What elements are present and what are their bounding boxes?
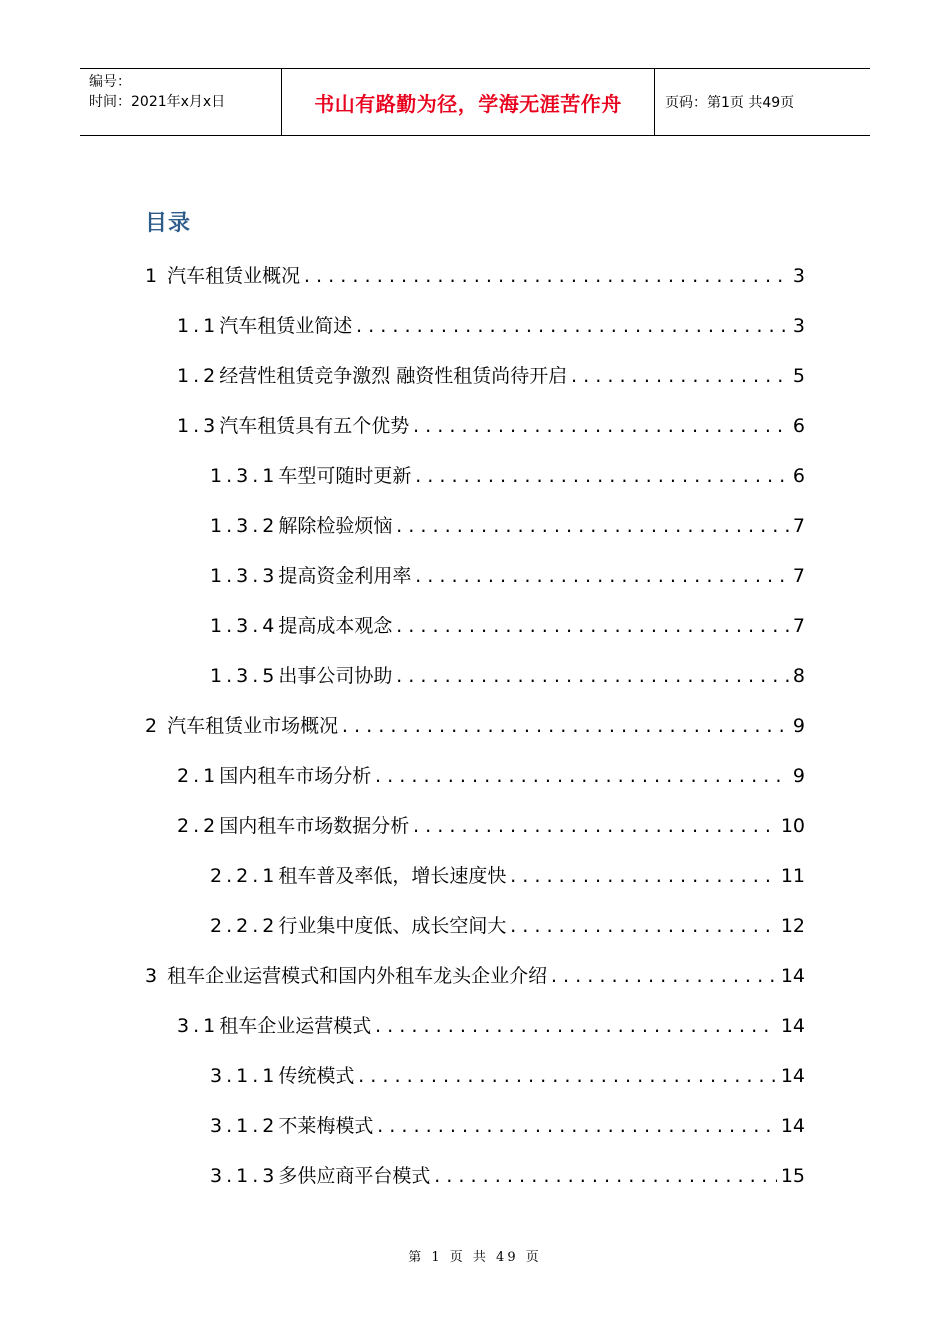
toc-entry[interactable] (177, 310, 805, 338)
toc-entry-text: 汽车租赁具有五个优势 (219, 415, 410, 437)
toc-entry-text: 经营性租赁竞争激烈 融资性租赁尚待开启 (219, 365, 568, 387)
toc-entry[interactable] (177, 760, 805, 788)
toc-entry-number: 1 (145, 265, 162, 287)
toc-entry-label (210, 564, 411, 588)
toc-entry-text: 多供应商平台模式 (278, 1165, 431, 1187)
toc-entry-text: 行业集中度低、成长空间大 (278, 915, 507, 937)
toc-entry-number: 2.2.2 (210, 915, 279, 937)
toc-entry-page: 11 (780, 865, 805, 887)
toc-entry[interactable] (145, 710, 805, 738)
toc-title: 目录 (145, 211, 192, 236)
toc-entry[interactable] (210, 610, 805, 638)
toc-entry[interactable] (177, 1010, 805, 1038)
toc-entry-page: 14 (780, 1015, 805, 1037)
toc-entry-page: 7 (792, 615, 805, 637)
toc-entry-page: 12 (780, 915, 805, 937)
toc-leader-dots (508, 916, 776, 938)
toc-entry-number: 2.2.1 (210, 865, 279, 887)
toc-entry-label (210, 664, 392, 688)
toc-leader-dots (413, 566, 789, 588)
toc-entry-page: 9 (792, 715, 805, 737)
toc-entry-text: 汽车租赁业市场概况 (161, 715, 339, 737)
toc-leader-dots (411, 416, 789, 438)
header-page-cell (655, 69, 870, 135)
toc-entry-number: 2.2 (177, 815, 220, 837)
page-info: 页码：第1页 共49页 (665, 95, 795, 111)
toc-leader-dots (432, 1166, 776, 1188)
toc-entry-text: 传统模式 (278, 1065, 355, 1087)
toc-entry[interactable] (210, 560, 805, 588)
toc-entry-label (210, 1164, 430, 1188)
toc-entry-label (210, 464, 411, 488)
toc-leader-dots (569, 366, 789, 388)
toc-entry[interactable] (210, 460, 805, 488)
toc-entry-label (210, 614, 392, 638)
toc-leader-dots (394, 516, 789, 538)
toc-entry-page: 15 (780, 1165, 805, 1187)
toc-entry-number: 1.3.3 (210, 565, 279, 587)
toc-entry-label (210, 914, 506, 938)
header-motto-cell (282, 69, 655, 135)
toc-entry-label (177, 814, 409, 838)
toc-entry-number: 3.1.3 (210, 1165, 279, 1187)
page-footer: 第 1 页 共 49 页 (408, 1250, 542, 1265)
toc-entry-text: 租车企业运营模式 (219, 1015, 372, 1037)
toc-entry-label (177, 364, 567, 388)
toc-entry-page: 3 (792, 265, 805, 287)
number-label: 编号： (89, 74, 131, 90)
toc-leader-dots (356, 1066, 776, 1088)
toc-entry-page: 6 (792, 465, 805, 487)
toc-entry-number: 1.1 (177, 315, 220, 337)
toc-entry-number: 2.1 (177, 765, 220, 787)
toc-entry-page: 8 (792, 665, 805, 687)
toc-entry-label (177, 314, 352, 338)
toc-leader-dots (354, 316, 789, 338)
toc-entry-page: 7 (792, 565, 805, 587)
header-meta-cell (80, 69, 282, 135)
toc-leader-dots (302, 266, 789, 288)
toc-leader-dots (373, 766, 789, 788)
toc-leader-dots (340, 716, 789, 738)
toc-entry-text: 汽车租赁业概况 (161, 265, 301, 287)
toc-entry[interactable] (210, 910, 805, 938)
toc-entry-text: 车型可随时更新 (278, 465, 412, 487)
time-label: 时间：2021年x月x日 (89, 94, 226, 110)
toc-entry-text: 出事公司协助 (278, 665, 393, 687)
toc-entry[interactable] (210, 1160, 805, 1188)
toc-entry-label (145, 964, 547, 988)
toc-entry-text: 租车普及率低，增长速度快 (278, 865, 507, 887)
toc-leader-dots (394, 666, 789, 688)
toc-entry-page: 7 (792, 515, 805, 537)
toc-leader-dots (508, 866, 776, 888)
toc-entry-text: 不莱梅模式 (278, 1115, 374, 1137)
toc-entry-number: 1.3 (177, 415, 220, 437)
toc-entry-label (210, 864, 506, 888)
toc-entry-label (210, 1064, 354, 1088)
toc-entry-label (177, 414, 409, 438)
toc-entry[interactable] (145, 260, 805, 288)
toc-entry-text: 提高资金利用率 (278, 565, 412, 587)
toc-entry-number: 1.3.2 (210, 515, 279, 537)
toc-entry-number: 3 (145, 965, 162, 987)
toc-entry[interactable] (210, 860, 805, 888)
toc-entry-label (210, 1114, 373, 1138)
motto-text: 书山有路勤为径，学海无涯苦作舟 (314, 91, 622, 116)
toc-leader-dots (394, 616, 789, 638)
toc-entry-page: 6 (792, 415, 805, 437)
toc-entry-page: 5 (792, 365, 805, 387)
toc-entry-text: 提高成本观念 (278, 615, 393, 637)
toc-entry-text: 解除检验烦恼 (278, 515, 393, 537)
toc-entry-text: 国内租车市场数据分析 (219, 815, 410, 837)
toc-entry-number: 3.1.1 (210, 1065, 279, 1087)
toc-leader-dots (549, 966, 777, 988)
toc-entry-page: 14 (780, 1115, 805, 1137)
toc-entry-page: 10 (780, 815, 805, 837)
toc-entry[interactable] (210, 1060, 805, 1088)
toc-entry-label (177, 764, 371, 788)
toc-entry-number: 1.3.1 (210, 465, 279, 487)
toc-entry-page: 9 (792, 765, 805, 787)
toc-entry-number: 1.3.4 (210, 615, 279, 637)
toc-entry-number: 1.3.5 (210, 665, 279, 687)
toc-leader-dots (375, 1116, 776, 1138)
toc-entry-number: 1.2 (177, 365, 220, 387)
toc-entry[interactable] (177, 360, 805, 388)
toc-entry-number: 2 (145, 715, 162, 737)
toc-entry-page: 14 (780, 1065, 805, 1087)
toc-entry-page: 3 (792, 315, 805, 337)
toc-entry-number: 3.1 (177, 1015, 220, 1037)
toc-entry-text: 国内租车市场分析 (219, 765, 372, 787)
toc-entry[interactable] (210, 1110, 805, 1138)
toc-entry-page: 14 (780, 965, 805, 987)
toc-entry[interactable] (210, 510, 805, 538)
toc-leader-dots (411, 816, 777, 838)
toc-entry[interactable] (177, 810, 805, 838)
toc-entry[interactable] (145, 960, 805, 988)
toc-entry-label (177, 1014, 371, 1038)
toc-entry-label (210, 514, 392, 538)
document-header (80, 68, 870, 136)
toc-entry-text: 租车企业运营模式和国内外租车龙头企业介绍 (161, 965, 548, 987)
toc-entry-label (145, 264, 300, 288)
toc-leader-dots (413, 466, 789, 488)
toc-entry[interactable] (177, 410, 805, 438)
toc-leader-dots (373, 1016, 777, 1038)
toc-entry-text: 汽车租赁业简述 (219, 315, 353, 337)
toc-entry[interactable] (210, 660, 805, 688)
toc-entry-label (145, 714, 338, 738)
toc-entry-number: 3.1.2 (210, 1115, 279, 1137)
